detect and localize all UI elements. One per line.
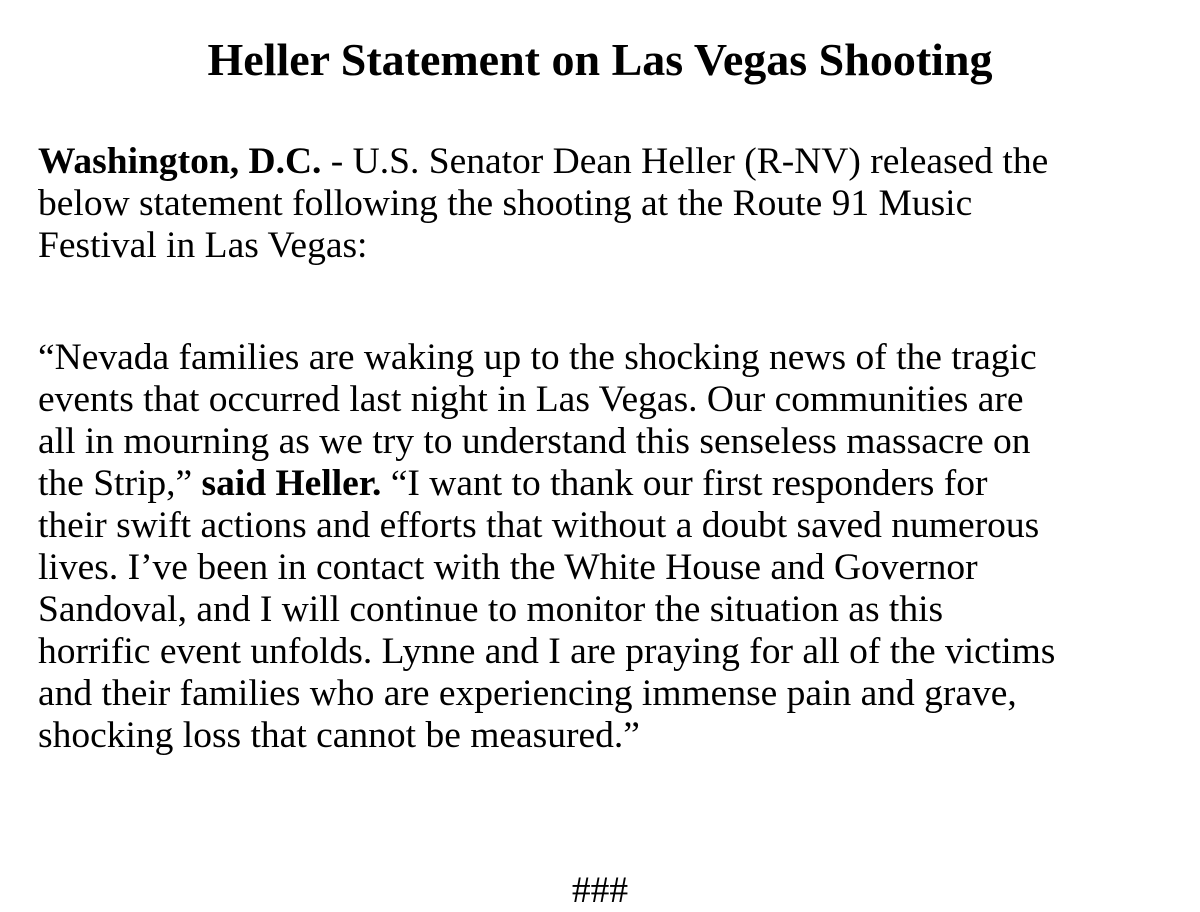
statement-paragraph (38, 337, 1178, 757)
statement-line: shocking loss that cannot be measured.” (38, 715, 640, 756)
intro-line: below statement following the shooting at the Route 91 Music (38, 183, 973, 224)
statement-line: Sandoval, and I will continue to monitor the situation as this (38, 589, 944, 630)
attribution: said Heller. (201, 463, 382, 504)
intro-paragraph (38, 141, 1178, 267)
statement-line: all in mourning as we try to understand this senseless massacre on (38, 421, 1031, 462)
statement-text: the Strip,” (38, 463, 202, 504)
statement-line: and their families who are experiencing immense pain and grave, (38, 673, 1017, 714)
statement-text: “I want to thank our first responders for (381, 463, 988, 504)
statement-line: their swift actions and efforts that without a doubt saved numerous (38, 505, 1040, 546)
end-mark: ### (571, 870, 629, 911)
statement-line (38, 463, 1178, 505)
intro-line-text: - U.S. Senator Dean Heller (R-NV) released the (321, 141, 1049, 182)
statement-line: “Nevada families are waking up to the shocking news of the tragic (38, 337, 1037, 378)
document-title: Heller Statement on Las Vegas Shooting (207, 34, 993, 85)
intro-line (38, 141, 1178, 183)
intro-line: Festival in Las Vegas: (38, 225, 368, 266)
statement-line: horrific event unfolds. Lynne and I are praying for all of the victims (38, 631, 1056, 672)
statement-line: events that occurred last night in Las Vegas. Our communities are (38, 379, 1024, 420)
dateline: Washington, D.C. (38, 141, 322, 182)
statement-line: lives. I’ve been in contact with the White House and Governor (38, 547, 978, 588)
